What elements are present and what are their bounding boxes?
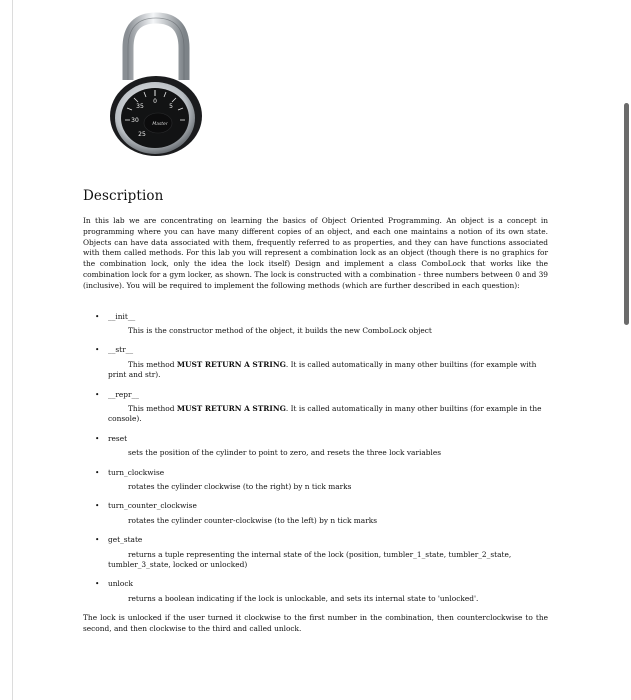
bullet: • xyxy=(95,467,100,477)
list-item xyxy=(83,501,548,526)
bullet: • xyxy=(95,501,100,511)
method-name: turn_counter_clockwise xyxy=(108,501,197,511)
document-body xyxy=(83,188,548,635)
combination-lock-image xyxy=(100,10,212,160)
method-name: __str__ xyxy=(108,345,134,355)
desc-text: . It is called automatically in many other builtins (for example in the console). xyxy=(108,404,542,424)
method-description xyxy=(108,404,548,425)
method-name: get_state xyxy=(108,535,143,545)
bullet: • xyxy=(95,433,100,443)
desc-emphasis: MUST RETURN A STRING xyxy=(176,359,286,369)
dial-number: 5 xyxy=(169,103,173,110)
bullet: • xyxy=(95,311,100,321)
dial-number: 0 xyxy=(153,98,157,105)
dial-number: 35 xyxy=(136,103,144,110)
list-item xyxy=(83,345,548,380)
method-description: rotates the cylinder clockwise (to the right) by n tick marks xyxy=(128,482,352,492)
bullet: • xyxy=(95,345,100,355)
dial-number: 25 xyxy=(138,131,146,138)
desc-emphasis: MUST RETURN A STRING xyxy=(176,404,286,414)
list-item xyxy=(83,468,548,493)
desc-text: . It is called automatically in many other builtins (for example with print and str). xyxy=(108,359,537,380)
method-name: __repr__ xyxy=(108,389,139,399)
list-item xyxy=(83,535,548,570)
method-list xyxy=(83,312,548,605)
desc-text: This method xyxy=(128,404,177,414)
method-description: sets the position of the cylinder to point to zero, and resets the three lock variables xyxy=(128,448,442,458)
closing-paragraph: The lock is unlocked if the user turned it clockwise to the first number in the combination, then counterclockwise to the second, and then clockwise to the third and called unlock. xyxy=(83,613,548,634)
scrollbar-thumb[interactable] xyxy=(624,103,629,325)
method-description: This is the constructor method of the object, it builds the new ComboLock object xyxy=(128,325,432,335)
method-name: turn_clockwise xyxy=(108,467,165,477)
method-description: returns a tuple representing the internal state of the lock (position, tumbler_1_state, tumbler_2_state, tumbler_3_state, locked or unlocked) xyxy=(108,549,512,570)
page-edge xyxy=(12,0,13,700)
method-description: rotates the cylinder counter-clockwise (to the left) by n tick marks xyxy=(128,515,378,525)
desc-text: This method xyxy=(128,359,177,369)
list-item xyxy=(83,579,548,604)
bullet: • xyxy=(95,389,100,399)
list-item xyxy=(83,312,548,337)
list-item xyxy=(83,390,548,425)
intro-paragraph: In this lab we are concentrating on learning the basics of Object Oriented Programming. An object is a concept in programming where you can have many different copies of an object, and each one maintains a notion of its own state. Objects can have data associated with them, frequently referred to as properties, and they can have functions associated with them called methods. For this lab you will represent a combination lock as an object (though there is no graphics for the combination lock, only the idea the lock itself) Design and implement a class ComboLock that works like the combination lock for a gym locker, as shown. The lock is constructed with a combination - three numbers between 0 and 39 (inclusive). You will be required to implement the following methods (which are further described in each question): xyxy=(83,216,548,290)
section-title: Description xyxy=(83,188,164,204)
method-name: unlock xyxy=(108,579,133,589)
dial-number: 30 xyxy=(131,117,139,124)
method-description: returns a boolean indicating if the lock is unlockable, and sets its internal state to 'unlocked'. xyxy=(128,593,479,603)
list-item xyxy=(83,434,548,459)
bullet: • xyxy=(95,535,100,545)
method-name: __init__ xyxy=(108,311,136,321)
method-description xyxy=(108,360,548,381)
brand-logo: Master xyxy=(152,122,168,127)
bullet: • xyxy=(95,579,100,589)
method-name: reset xyxy=(108,433,128,443)
scrollbar[interactable] xyxy=(623,0,631,700)
